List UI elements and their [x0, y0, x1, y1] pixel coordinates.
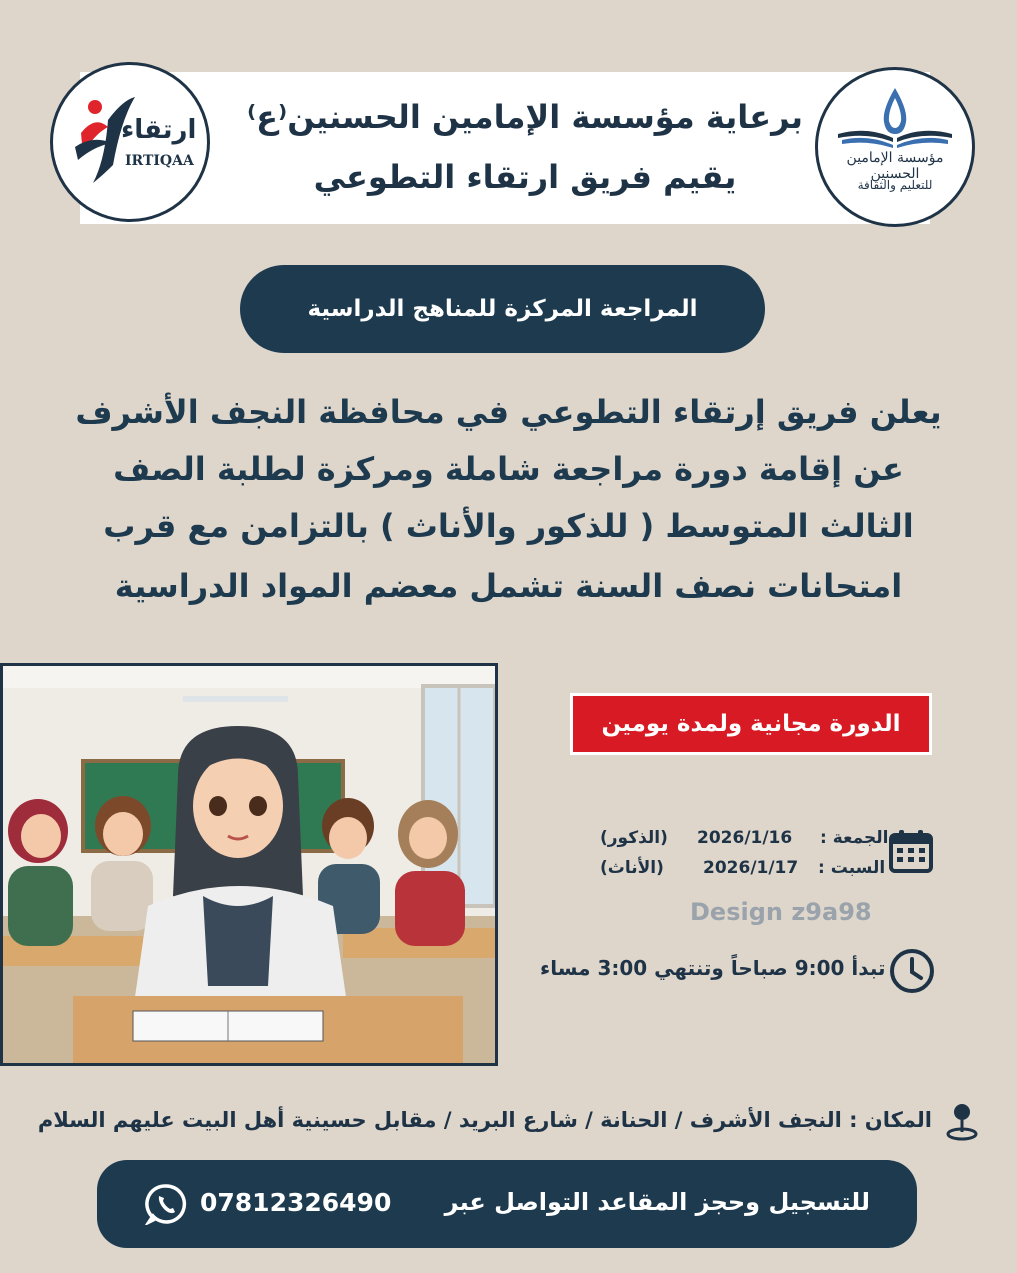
schedule-group-2: (الأناث) — [600, 858, 664, 878]
announcement-line-2: عن إقامة دورة مراجعة شاملة ومركزة لطلبة الصف — [113, 450, 904, 488]
foundation-logo-subtitle: للتعليم والثقافة — [857, 178, 933, 192]
header-line-2: يقيم فريق ارتقاء التطوعي — [313, 158, 737, 196]
schedule-date-2: 2026/1/17 — [703, 858, 799, 878]
schedule-day-1: الجمعة : — [820, 828, 889, 848]
phone-number[interactable]: 07812326490 — [200, 1188, 392, 1217]
foundation-logo-name: مؤسسة الإمامين الحسنين — [846, 150, 944, 182]
irtiqaa-logo — [50, 62, 210, 222]
schedule-date-1: 2026/1/16 — [697, 828, 793, 848]
whatsapp-icon[interactable] — [145, 1183, 187, 1225]
clock-icon — [888, 947, 936, 995]
announcement-line-1: يعلن فريق إرتقاء التطوعي في محافظة النجف الأشرف — [75, 393, 942, 431]
contact-text: للتسجيل وحجز المقاعد التواصل عبر — [444, 1188, 870, 1216]
irtiqaa-logo-ar: ارتقاء — [121, 115, 197, 145]
schedule-group-1: (الذكور) — [600, 828, 668, 848]
irtiqaa-logo-en: IRTIQAA — [125, 153, 194, 169]
foundation-logo — [815, 67, 975, 227]
classroom-illustration — [0, 663, 498, 1066]
location-text: المكان : النجف الأشرف / الحنانة / شارع البريد / مقابل حسينية أهل البيت عليهم السلام — [37, 1108, 932, 1132]
classroom-illustration-drawing — [3, 666, 495, 1063]
location-pin-icon — [944, 1100, 980, 1142]
schedule-day-2: السبت : — [818, 858, 886, 878]
time-text: تبدأ 9:00 صباحاً وتنتهي 3:00 مساء — [540, 956, 886, 980]
book-drop-icon — [818, 70, 972, 224]
designer-watermark: Design z9a98 — [690, 898, 872, 926]
free-course-badge: الدورة مجانية ولمدة يومين — [570, 693, 932, 755]
announcement-line-4: امتحانات نصف السنة تشمل معضم المواد الدراسية — [114, 567, 903, 605]
header-line-1: برعاية مؤسسة الإمامين الحسنين⁽ع⁾ — [246, 98, 804, 136]
announcement-line-3: الثالث المتوسط ( للذكور والأناث ) بالتزامن مع قرب — [103, 507, 914, 545]
calendar-icon — [888, 828, 934, 874]
course-title-pill: المراجعة المركزة للمناهج الدراسية — [240, 265, 765, 353]
